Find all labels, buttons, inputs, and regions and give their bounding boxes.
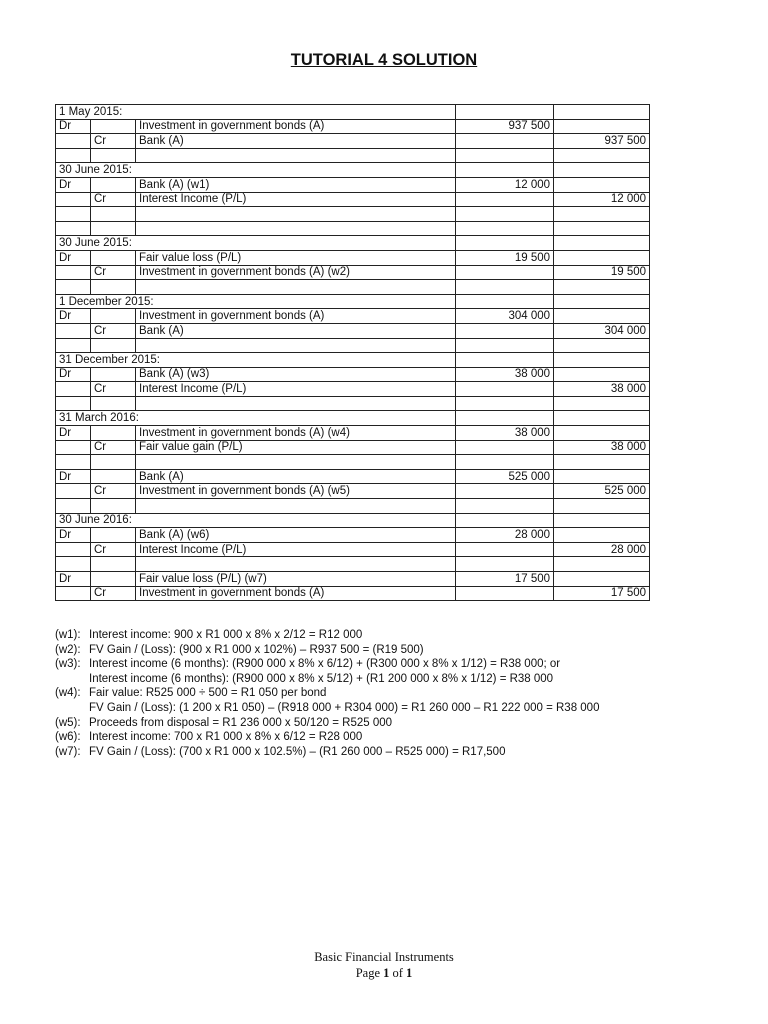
journal-entry-row xyxy=(56,367,650,382)
journal-empty-cell xyxy=(456,353,554,368)
debit-amount: 304 000 xyxy=(456,309,554,324)
workings-notes xyxy=(55,628,599,759)
journal-empty-cell xyxy=(56,586,91,601)
working-text: FV Gain / (Loss): (900 x R1 000 x 102%) – R937 500 = (R19 500) xyxy=(89,643,424,656)
journal-empty-cell xyxy=(91,572,136,587)
journal-empty-cell xyxy=(136,148,456,163)
journal-empty-cell xyxy=(56,207,91,222)
journal-empty-cell xyxy=(91,426,136,441)
footer-page-total: 1 xyxy=(406,965,413,980)
journal-entry-row xyxy=(56,542,650,557)
journal-empty-cell xyxy=(56,455,91,470)
journal-entry-row xyxy=(56,426,650,441)
footer-course-title: Basic Financial Instruments xyxy=(314,950,454,964)
credit-amount xyxy=(554,250,650,265)
journal-empty-cell xyxy=(56,542,91,557)
journal-date-row xyxy=(56,411,650,426)
account-name: Interest Income (P/L) xyxy=(136,192,456,207)
working-text: Interest income (6 months): (R900 000 x 8% x 5/12) + (R1 200 000 x 8% x 1/12) = R38 000 xyxy=(89,672,554,685)
working-line xyxy=(55,643,599,658)
account-name: Bank (A) (w1) xyxy=(136,177,456,192)
journal-empty-cell xyxy=(91,557,136,572)
credit-amount xyxy=(554,177,650,192)
debit-amount xyxy=(456,484,554,499)
debit-amount xyxy=(456,134,554,149)
credit-marker: Cr xyxy=(91,542,136,557)
journal-empty-cell xyxy=(56,265,91,280)
journal-empty-cell xyxy=(456,513,554,528)
journal-empty-cell xyxy=(56,382,91,397)
journal-entry-row xyxy=(56,192,650,207)
journal-entry-row xyxy=(56,250,650,265)
journal-empty-cell xyxy=(91,148,136,163)
journal-empty-cell xyxy=(136,396,456,411)
credit-marker: Cr xyxy=(91,382,136,397)
journal-empty-cell xyxy=(456,557,554,572)
journal-empty-cell xyxy=(456,411,554,426)
journal-empty-cell xyxy=(456,455,554,470)
journal-blank-row xyxy=(56,221,650,236)
credit-marker: Cr xyxy=(91,265,136,280)
account-name: Investment in government bonds (A) (w5) xyxy=(136,484,456,499)
journal-entry-row xyxy=(56,265,650,280)
account-name: Investment in government bonds (A) xyxy=(136,586,456,601)
journal-empty-cell xyxy=(91,119,136,134)
journal-empty-cell xyxy=(91,338,136,353)
credit-amount xyxy=(554,367,650,382)
account-name: Investment in government bonds (A) xyxy=(136,119,456,134)
journal-empty-cell xyxy=(56,280,91,295)
journal-blank-row xyxy=(56,557,650,572)
debit-amount xyxy=(456,192,554,207)
journal-date: 30 June 2016: xyxy=(56,513,456,528)
journal-entry-row xyxy=(56,484,650,499)
journal-date-row xyxy=(56,353,650,368)
journal-body xyxy=(56,105,650,601)
journal-table xyxy=(55,104,650,601)
debit-marker: Dr xyxy=(56,177,91,192)
working-text: Fair value: R525 000 ÷ 500 = R1 050 per bond xyxy=(89,687,327,700)
working-text: FV Gain / (Loss): (1 200 x R1 050) – (R918 000 + R304 000) = R1 260 000 – R1 222 000 = R38 000 xyxy=(89,701,600,714)
working-line xyxy=(55,686,599,701)
journal-date: 1 December 2015: xyxy=(56,294,456,309)
credit-amount xyxy=(554,119,650,134)
journal-empty-cell xyxy=(56,557,91,572)
journal-empty-cell xyxy=(456,236,554,251)
journal-empty-cell xyxy=(91,250,136,265)
debit-marker: Dr xyxy=(56,528,91,543)
journal-entry-row xyxy=(56,134,650,149)
credit-marker: Cr xyxy=(91,134,136,149)
working-label: (w2): xyxy=(55,643,81,656)
account-name: Interest Income (P/L) xyxy=(136,542,456,557)
account-name: Bank (A) (w6) xyxy=(136,528,456,543)
journal-empty-cell xyxy=(554,221,650,236)
journal-empty-cell xyxy=(136,499,456,514)
credit-amount: 19 500 xyxy=(554,265,650,280)
journal-date: 1 May 2015: xyxy=(56,105,456,120)
journal-empty-cell xyxy=(91,528,136,543)
working-text: Proceeds from disposal = R1 236 000 x 50/120 = R525 000 xyxy=(89,716,393,729)
journal-empty-cell xyxy=(56,221,91,236)
credit-amount: 28 000 xyxy=(554,542,650,557)
footer-page-word: Page xyxy=(355,965,380,980)
journal-empty-cell xyxy=(56,484,91,499)
credit-amount: 304 000 xyxy=(554,323,650,338)
journal-blank-row xyxy=(56,499,650,514)
journal-empty-cell xyxy=(554,294,650,309)
debit-amount: 525 000 xyxy=(456,469,554,484)
journal-empty-cell xyxy=(136,557,456,572)
journal-empty-cell xyxy=(456,280,554,295)
credit-amount: 12 000 xyxy=(554,192,650,207)
journal-empty-cell xyxy=(456,294,554,309)
journal-empty-cell xyxy=(554,338,650,353)
journal-entry-row xyxy=(56,469,650,484)
working-line xyxy=(55,745,599,760)
journal-entry-row xyxy=(56,572,650,587)
journal-date: 30 June 2015: xyxy=(56,163,456,178)
journal-entry-row xyxy=(56,440,650,455)
debit-amount xyxy=(456,542,554,557)
journal-blank-row xyxy=(56,148,650,163)
journal-empty-cell xyxy=(56,148,91,163)
account-name: Bank (A) xyxy=(136,323,456,338)
working-label: (w4): xyxy=(55,687,81,700)
working-label: (w5): xyxy=(55,716,81,729)
journal-empty-cell xyxy=(91,396,136,411)
account-name: Fair value loss (P/L) xyxy=(136,250,456,265)
debit-amount: 38 000 xyxy=(456,367,554,382)
journal-empty-cell xyxy=(91,309,136,324)
working-text: Interest income (6 months): (R900 000 x 8% x 6/12) + (R300 000 x 8% x 1/12) = R38 000; or xyxy=(89,658,561,671)
journal-empty-cell xyxy=(56,499,91,514)
journal-empty-cell xyxy=(554,513,650,528)
journal-empty-cell xyxy=(554,207,650,222)
footer-of-word: of xyxy=(392,965,403,980)
journal-empty-cell xyxy=(91,177,136,192)
journal-blank-row xyxy=(56,207,650,222)
working-line xyxy=(55,716,599,731)
account-name: Fair value gain (P/L) xyxy=(136,440,456,455)
credit-amount xyxy=(554,528,650,543)
journal-empty-cell xyxy=(91,499,136,514)
working-label: (w6): xyxy=(55,731,81,744)
working-line xyxy=(55,657,599,672)
journal-empty-cell xyxy=(554,557,650,572)
working-line xyxy=(55,628,599,643)
debit-amount xyxy=(456,382,554,397)
journal-date-row xyxy=(56,163,650,178)
debit-amount xyxy=(456,265,554,280)
journal-empty-cell xyxy=(554,236,650,251)
journal-empty-cell xyxy=(91,221,136,236)
debit-marker: Dr xyxy=(56,309,91,324)
journal-date: 31 December 2015: xyxy=(56,353,456,368)
account-name: Bank (A) xyxy=(136,134,456,149)
page-footer xyxy=(0,950,768,981)
journal-empty-cell xyxy=(456,148,554,163)
journal-empty-cell xyxy=(554,411,650,426)
journal-empty-cell xyxy=(91,469,136,484)
journal-blank-row xyxy=(56,280,650,295)
credit-marker: Cr xyxy=(91,323,136,338)
credit-amount xyxy=(554,572,650,587)
working-label: (w1): xyxy=(55,629,81,641)
journal-empty-cell xyxy=(554,163,650,178)
credit-amount xyxy=(554,309,650,324)
journal-blank-row xyxy=(56,338,650,353)
journal-empty-cell xyxy=(456,396,554,411)
journal-empty-cell xyxy=(91,207,136,222)
journal-entry-row xyxy=(56,528,650,543)
journal-empty-cell xyxy=(56,396,91,411)
debit-amount: 28 000 xyxy=(456,528,554,543)
journal-empty-cell xyxy=(91,455,136,470)
journal-empty-cell xyxy=(91,280,136,295)
journal-empty-cell xyxy=(56,323,91,338)
credit-marker: Cr xyxy=(91,192,136,207)
credit-amount xyxy=(554,426,650,441)
credit-amount: 38 000 xyxy=(554,382,650,397)
journal-empty-cell xyxy=(136,280,456,295)
account-name: Investment in government bonds (A) (w4) xyxy=(136,426,456,441)
working-text: Interest income: 900 x R1 000 x 8% x 2/12 = R12 000 xyxy=(89,629,363,641)
debit-marker: Dr xyxy=(56,426,91,441)
account-name: Bank (A) xyxy=(136,469,456,484)
debit-amount: 937 500 xyxy=(456,119,554,134)
journal-empty-cell xyxy=(136,338,456,353)
debit-amount: 17 500 xyxy=(456,572,554,587)
journal-entry-row xyxy=(56,382,650,397)
credit-amount: 937 500 xyxy=(554,134,650,149)
working-line xyxy=(55,701,599,716)
journal-empty-cell xyxy=(136,455,456,470)
debit-marker: Dr xyxy=(56,469,91,484)
working-text: FV Gain / (Loss): (700 x R1 000 x 102.5%) – (R1 260 000 – R525 000) = R17,500 xyxy=(89,745,506,758)
journal-date-row xyxy=(56,513,650,528)
journal-empty-cell xyxy=(456,221,554,236)
credit-marker: Cr xyxy=(91,484,136,499)
debit-amount xyxy=(456,586,554,601)
journal-empty-cell xyxy=(554,396,650,411)
journal-empty-cell xyxy=(456,338,554,353)
journal-blank-row xyxy=(56,396,650,411)
account-name: Bank (A) (w3) xyxy=(136,367,456,382)
journal-blank-row xyxy=(56,455,650,470)
journal-empty-cell xyxy=(554,499,650,514)
journal-date: 31 March 2016: xyxy=(56,411,456,426)
footer-page-number xyxy=(0,966,768,982)
credit-amount: 17 500 xyxy=(554,586,650,601)
debit-amount: 38 000 xyxy=(456,426,554,441)
account-name: Investment in government bonds (A) (w2) xyxy=(136,265,456,280)
journal-empty-cell xyxy=(554,455,650,470)
credit-marker: Cr xyxy=(91,586,136,601)
debit-amount xyxy=(456,323,554,338)
working-label: (w7): xyxy=(55,745,81,758)
working-line xyxy=(55,730,599,745)
journal-empty-cell xyxy=(554,353,650,368)
journal-date-row xyxy=(56,105,650,120)
credit-amount xyxy=(554,469,650,484)
debit-amount xyxy=(456,440,554,455)
journal-entry-row xyxy=(56,177,650,192)
working-label: (w3): xyxy=(55,658,81,671)
account-name: Investment in government bonds (A) xyxy=(136,309,456,324)
journal-date-row xyxy=(56,236,650,251)
journal-empty-cell xyxy=(554,280,650,295)
journal-entry-row xyxy=(56,586,650,601)
credit-marker: Cr xyxy=(91,440,136,455)
debit-marker: Dr xyxy=(56,250,91,265)
journal-empty-cell xyxy=(554,148,650,163)
debit-amount: 19 500 xyxy=(456,250,554,265)
working-text: Interest income: 700 x R1 000 x 8% x 6/12 = R28 000 xyxy=(89,731,363,744)
journal-empty-cell xyxy=(136,221,456,236)
journal-empty-cell xyxy=(554,105,650,120)
debit-marker: Dr xyxy=(56,572,91,587)
journal-entry-row xyxy=(56,309,650,324)
footer-page-current: 1 xyxy=(383,965,390,980)
journal-empty-cell xyxy=(456,207,554,222)
debit-amount: 12 000 xyxy=(456,177,554,192)
journal-empty-cell xyxy=(136,207,456,222)
account-name: Interest Income (P/L) xyxy=(136,382,456,397)
journal-entry-row xyxy=(56,323,650,338)
page-title: TUTORIAL 4 SOLUTION xyxy=(290,51,478,69)
working-line xyxy=(55,672,599,687)
debit-marker: Dr xyxy=(56,367,91,382)
journal-empty-cell xyxy=(456,105,554,120)
journal-entry-row xyxy=(56,119,650,134)
credit-amount: 525 000 xyxy=(554,484,650,499)
credit-amount: 38 000 xyxy=(554,440,650,455)
account-name: Fair value loss (P/L) (w7) xyxy=(136,572,456,587)
journal-empty-cell xyxy=(456,163,554,178)
journal-empty-cell xyxy=(56,440,91,455)
journal-empty-cell xyxy=(91,367,136,382)
debit-marker: Dr xyxy=(56,119,91,134)
journal-empty-cell xyxy=(56,192,91,207)
journal-date-row xyxy=(56,294,650,309)
journal-empty-cell xyxy=(56,338,91,353)
journal-empty-cell xyxy=(56,134,91,149)
journal-date: 30 June 2015: xyxy=(56,236,456,251)
journal-empty-cell xyxy=(456,499,554,514)
